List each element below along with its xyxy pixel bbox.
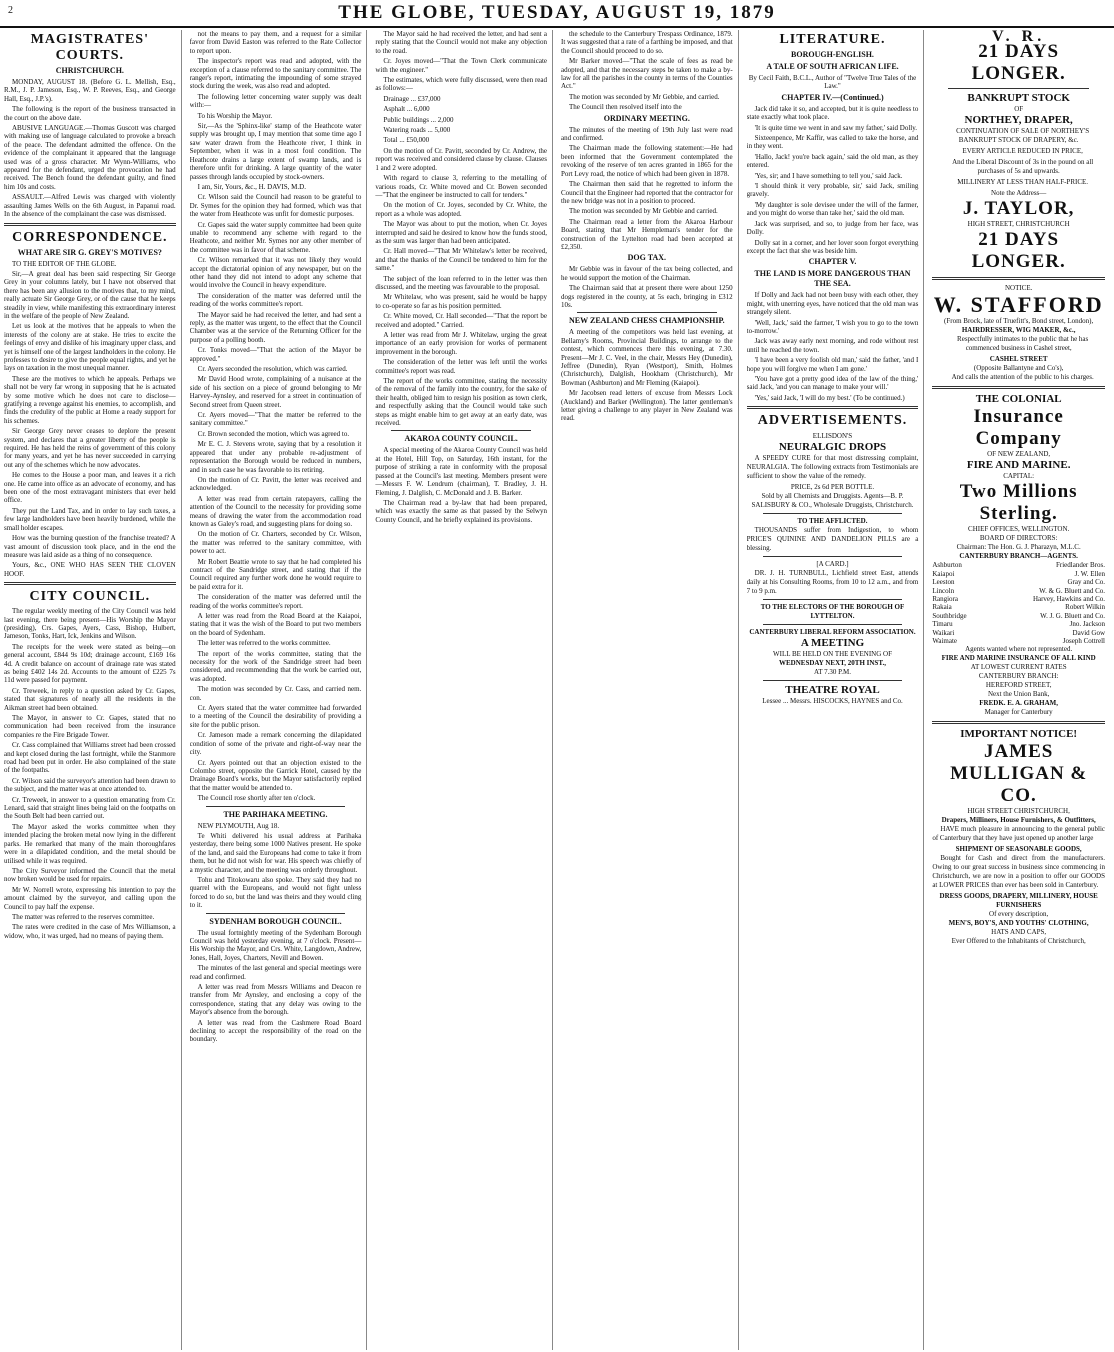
column-3 bbox=[375, 30, 553, 1350]
paragraph: The report of the works committee, stating the necessity of the removal of the family into the country, for the sake of their health, obliged him to resign his position as town clerk, and respectfully asking that the Council would take such steps as might enable him to get away at an early date, was received. bbox=[375, 377, 547, 428]
paragraph: Cr. Brown seconded the motion, which was agreed to. bbox=[197, 429, 350, 438]
agent-town: Kaiapoi bbox=[932, 569, 955, 578]
paragraph: The rates were credited in the case of Mrs Williamson, a widow, who, it was urged, had no means of paying them. bbox=[4, 923, 176, 940]
paragraph: On the motion of Cr. Joyes, seconded by Cr. White, the report as a whole was adopted. bbox=[375, 201, 547, 218]
paragraph: The City Surveyor informed the Council that the metal now broken would be used for repairs. bbox=[4, 866, 176, 884]
ad-text: And calls the attention of the public to his charges. bbox=[951, 373, 1094, 382]
paragraph: Sixteenpence, Mr Kaffir, was called to take the horse, and in they went. bbox=[746, 134, 919, 151]
agent-town: Ashburton bbox=[932, 561, 962, 570]
divider bbox=[763, 513, 903, 514]
ad-line: HATS AND CAPS, bbox=[991, 928, 1047, 937]
ad-line: Chairman: The Hon. G. J. Pharazyn, M.L.C. bbox=[956, 543, 1081, 552]
paragraph: Jack was away early next morning, and rode without rest until he reached the town. bbox=[746, 337, 919, 354]
chapter-subhead: THE LAND IS MORE DANGEROUS THAN THE SEA. bbox=[754, 269, 911, 289]
paragraph: The motion was seconded by Cr. Cass, and carried nem. con. bbox=[189, 685, 362, 702]
newspaper-title: THE GLOBE, TUESDAY, AUGUST 19, 1879 bbox=[338, 2, 776, 23]
paragraph: Jack was surprised, and so, to judge from her face, was Dolly. bbox=[746, 219, 919, 237]
paragraph: The Mayor said he had received the letter, and had sent a reply stating that the Council would not make any objection to the road. bbox=[375, 30, 547, 55]
advertisement-neuralgic bbox=[747, 432, 919, 510]
section-heading: CORRESPONDENCE. bbox=[12, 229, 168, 245]
ad-trade: HAIRDRESSER, WIG MAKER, &c., bbox=[961, 326, 1076, 335]
article-body bbox=[4, 607, 176, 940]
paragraph: TO THE EDITOR OF THE GLOBE. bbox=[12, 259, 117, 268]
paragraph: Let us look at the motives that he appeals to when the interests of the colony are at stake. He tries to excite the feelings of envy and dislike of his imaginary upper class, and yet is himself one of the largest landholders in the colony. He professes to desire to give the people equal rights, and yet he lays on taxation in the most unequal manner. bbox=[4, 322, 176, 373]
paragraph: 'It is quite time we went in and saw my father,' said Dolly. bbox=[754, 123, 918, 132]
ad-title: A MEETING bbox=[800, 637, 865, 650]
section-subhead: CHRISTCHURCH. bbox=[55, 66, 124, 75]
story-title: BOROUGH-ENGLISH. bbox=[791, 50, 874, 59]
paragraph: Cr. Wilson remarked that it was not likely they would accept the dictatorial opinion of any newspaper, but on the other hand they did not intend to adopt any scheme that would involve the Council in heavy expenditure. bbox=[189, 256, 362, 290]
page-mark: 2 bbox=[8, 5, 13, 16]
paragraph: The Mayor asked the works committee when they intended placing the broken metal now lying in the different parks. He remarked that many of the main thoroughfares were in a dilapidated condition, and the metal should be utilised while it was required. bbox=[4, 822, 176, 865]
section-subhead: WHAT ARE SIR G. GREY'S MOTIVES? bbox=[17, 247, 162, 257]
paragraph: The motion was seconded by Mr Gebbie and carried. bbox=[569, 207, 718, 216]
ad-text: Respectfully intimates to the public that he has commenced business in Cashel street, bbox=[957, 335, 1089, 353]
ad-text: Bought for Cash and direct from the manufacturers. Owing to our great success in business since commencing in Christchurch, we are now in a position to offer our GOODS at LOWER PRICES than ever has been sold in Canterbury. bbox=[932, 854, 1105, 890]
section-subhead: AKAROA COUNTY COUNCIL. bbox=[404, 434, 518, 444]
divider bbox=[206, 913, 346, 914]
ad-line: Two Millions Sterling. bbox=[959, 481, 1078, 525]
paragraph: 'I have been a very foolish old man,' said the father, 'and I hope you will forgive me when I am gone.' bbox=[746, 356, 919, 373]
section-subhead: NEW ZEALAND CHESS CHAMPIONSHIP. bbox=[569, 316, 725, 326]
article-body bbox=[561, 30, 733, 112]
ad-address: HIGH STREET, CHRISTCHURCH bbox=[967, 220, 1070, 229]
paragraph: Cr. Gapes said the water supply committee had been quite unable to recommend any scheme with regard to the Heathcote, and neither Mr. Symes nor any other member of the committee was in favor of that scheme. bbox=[189, 220, 362, 254]
agent-town: Waimate bbox=[932, 637, 958, 646]
ad-line: CANTERBURY BRANCH—AGENTS. bbox=[959, 552, 1078, 561]
ad-price: PRICE, 2s 6d PER BOTTLE. bbox=[790, 483, 875, 492]
article-body bbox=[375, 30, 547, 427]
ad-time: AT 7.30 P.M. bbox=[813, 668, 851, 677]
paragraph: 'Yes, sir; and I have something to tell you,' said Jack. bbox=[754, 171, 903, 180]
paragraph: Cr. Ayers seconded the resolution, which was carried. bbox=[197, 365, 348, 374]
article-body bbox=[190, 30, 362, 803]
divider bbox=[763, 556, 903, 557]
paragraph: A meeting of the competitors was held last evening, at Bellamy's Rooms, Provincial Buildings, to arrange to the contest, which commences there this evening, at 7.30. Present—Mr J. C. Veel, in the chair, Messrs Hey (Dunedin), Jeffree (Dunedin), Ryan (Westport), Smith, Holmes (Christchurch), Dalglish, Hookham (Christchurch), Mr Bowman (Ashburton) and Mr Fleming (Kaiapoi). bbox=[561, 328, 733, 387]
paragraph: The consideration of the matter was deferred until the reading of the works committee's report. bbox=[189, 593, 362, 610]
paragraph: the schedule to the Canterbury Trespass Ordinance, 1879. It was suggested that a rate of a farthing be imposed, and that the Council should proceed to do so. bbox=[561, 30, 733, 55]
paragraph: The minutes of the last general and special meetings were read and confirmed. bbox=[189, 964, 362, 981]
ad-line: FREDK. E. A. GRAHAM, bbox=[979, 699, 1059, 708]
advertisement-afflicted bbox=[747, 517, 919, 553]
agent-name: J. W. Ellen bbox=[1074, 569, 1105, 578]
ad-name: J. TAYLOR, bbox=[962, 198, 1075, 220]
agent-row bbox=[932, 603, 1105, 611]
paragraph: The Chairman said that at present there were about 1250 dogs registered in the county, at 5s each, bringing in £312 10s. bbox=[561, 284, 733, 309]
ad-text: EVERY ARTICLE REDUCED IN PRICE, bbox=[962, 147, 1083, 156]
ad-trade: Drapers, Milliners, House Furnishers, & Outfitters, bbox=[941, 816, 1096, 825]
paragraph: He comes to the House a poor man, and leaves it a rich one. He came into office as an advocate of economy, and has been one of the most extravagant ministers that ever held office. bbox=[4, 471, 176, 505]
paragraph: The Mayor was about to put the motion, when Cr. Joyes interrupted and said he desired to know how the funds stood, as the sum was larger than had been anticipated. bbox=[375, 220, 547, 245]
article-body bbox=[561, 265, 733, 309]
ad-heading: NOTICE. bbox=[1004, 284, 1033, 293]
agent-name: Robert Wilkin bbox=[1065, 603, 1105, 612]
ad-text: WILL BE HELD ON THE EVENING OF bbox=[773, 650, 892, 659]
ad-address: CASHEL STREET bbox=[989, 355, 1048, 364]
byline: By Cecil Faith, B.C.L., Author of "Twelve True Tales of the Law." bbox=[748, 74, 917, 91]
paragraph: 'My daughter is sole devisee under the will of the farmer, and you might do worse than take her,' said the old man. bbox=[746, 200, 919, 218]
section-heading: ADVERTISEMENTS. bbox=[757, 413, 908, 429]
advertisement-colonial-insurance bbox=[932, 393, 1105, 717]
paragraph: Tohu and Titokowaru also spoke. They said they had no quarrel with the Europeans, and would not fight unless forced to do so, but the land was theirs and they would cling to it. bbox=[189, 875, 362, 910]
paragraph: Cr. Hall moved—"That Mr Whitelaw's letter be received, and that the thanks of the Council be tendered to him for the same." bbox=[375, 247, 547, 273]
paragraph: The Council then resolved itself into the bbox=[569, 103, 682, 112]
paragraph: Sir,—As the 'Sphinx-like' stamp of the Heathcote water supply was brought up, I may mention that some time ago I saw water drawn from the Heathcote river, I think in September, when it was in a most foul condition. The Heathcote drains a large extent of swamp lands, and is therefore unfit for drinking. A large quantity of the water passes through lands occupied by stock-owners. bbox=[189, 122, 362, 181]
ad-heading: [A CARD.] bbox=[816, 560, 849, 569]
paragraph: Public buildings ... 2,000 bbox=[383, 115, 454, 124]
paragraph: The minutes of the meeting of 19th July last were read and confirmed. bbox=[561, 125, 733, 143]
ad-title: 21 DAYS LONGER. bbox=[971, 41, 1066, 85]
paragraph: Sir,—A great deal has been said respecting Sir George Grey in your columns lately, but I have not observed that there has been any allusion to the motives that, to my mind, really actuate Sir George Grey, or of the cause that he keeps steadily in view, while manifesting this extraordinary interest in the welfare of the people of New Zealand. bbox=[4, 269, 176, 320]
paragraph: Mr W. Norrell wrote, expressing his intention to pay the amount claimed by the surveyor, and calling upon the Council to pay half the expense. bbox=[4, 885, 176, 911]
ad-name: W. STAFFORD bbox=[933, 292, 1104, 318]
article-body bbox=[4, 78, 176, 219]
agent-row bbox=[932, 637, 1105, 645]
ad-text: MILLINERY AT LESS THAN HALF-PRICE. bbox=[957, 178, 1089, 187]
paragraph: 'Well, Jack,' said the farmer, 'I wish you to go to the town to-morrow.' bbox=[746, 318, 919, 335]
agent-town: Timaru bbox=[932, 620, 953, 629]
paragraph: A letter was read from Messrs Williams and Deacon re transfer from Mr Aynsley, and enclosing a copy of the correspondence, stating that any delay was owing to the Mayor's absence from the borough. bbox=[189, 983, 362, 1017]
section-heading: CITY COUNCIL. bbox=[29, 589, 151, 605]
divider bbox=[4, 582, 176, 585]
agent-name: Harvey, Hawkins and Co. bbox=[1032, 595, 1105, 604]
paragraph: Cr. Treweek, in reply to a question asked by Cr. Gapes, stated that signatures of nearly all the residents in the Aikman street had been obtained. bbox=[4, 686, 176, 712]
ad-text: (From Brock, late of Truefitt's, Bond street, London), bbox=[944, 317, 1094, 326]
paragraph: The inspector's report was read and adopted, with the exception of a clause referred to the sanitary committee. The ranger's report, intimating the impounding of some strayed stock during the week, was also read and adopted. bbox=[189, 57, 362, 91]
paragraph: The Mayor, in answer to Cr. Gapes, stated that no communication had been received from the insurance companies re the Fire Brigade Tower. bbox=[4, 714, 176, 739]
article-body bbox=[747, 291, 919, 402]
column-4 bbox=[561, 30, 739, 1350]
article-body bbox=[190, 822, 362, 910]
paragraph: not the means to pay them, and a request for a similar favor from David Easton was referred to the Rate Collector to report upon. bbox=[189, 30, 362, 55]
paragraph: Cr. Joyes moved—"That the Town Clerk communicate with the engineer." bbox=[375, 57, 547, 74]
paragraph: With regard to clause 3, referring to the metalling of various roads, Cr. White moved and Cr. Bowen seconded—"That the engineer be instructed to call for tenders." bbox=[375, 174, 547, 199]
ad-line: FIRE AND MARINE. bbox=[966, 459, 1071, 472]
paragraph: On the motion of Cr. Pavitt, the letter was received and acknowledged. bbox=[189, 475, 362, 493]
ad-text: Lessee ... Messrs. HISCOCKS, HAYNES and Co. bbox=[762, 697, 903, 706]
ad-line: SHIPMENT OF SEASONABLE GOODS, bbox=[955, 845, 1082, 854]
section-heading: MAGISTRATES' COURTS. bbox=[30, 32, 149, 63]
paragraph: To his Worship the Mayor. bbox=[197, 111, 273, 120]
article-body bbox=[561, 328, 733, 422]
divider bbox=[763, 599, 903, 600]
advertisement-electors bbox=[747, 603, 919, 621]
ad-royal-mark: V. R. bbox=[992, 30, 1046, 45]
ad-line: Agents wanted where not represented. bbox=[965, 645, 1073, 654]
paragraph: Total ... £50,000 bbox=[383, 136, 430, 145]
paragraph: 'You have got a pretty good idea of the law of the thing,' said Jack, 'and you can manage to make your will.' bbox=[746, 374, 919, 392]
paragraph: The regular weekly meeting of the City Council was held last evening, there being present—His Worship the Mayor (presiding), Crs. Gapes, Ayers, Cass, Bishop, Hulbert, Jameson, Tonks, Hart, Ick, Jenkins and Wilson. bbox=[4, 607, 176, 641]
column-6 bbox=[932, 30, 1110, 1350]
paragraph: NEW PLYMOUTH, Aug 18. bbox=[197, 821, 280, 830]
divider bbox=[4, 223, 176, 226]
paragraph: Mr Robert Beattie wrote to say that he had completed his contract of the Sandridge street, and stating that if the Council required any further work done he would require to be paid extra for it. bbox=[189, 557, 362, 591]
divider bbox=[763, 680, 903, 681]
paragraph: I am, Sir, Yours, &c., H. DAVIS, M.D. bbox=[197, 182, 306, 191]
advertisement-theatre bbox=[747, 684, 919, 706]
ad-line: NORTHEY, DRAPER, bbox=[964, 114, 1073, 127]
advertisement-bankrupt-stock bbox=[932, 30, 1105, 273]
paragraph: If Dolly and Jack had not been busy with each other, they might, with unerring eyes, have noticed that the old man was strangely silent. bbox=[746, 291, 919, 317]
ad-heading: CANTERBURY LIBERAL REFORM ASSOCIATION. bbox=[749, 628, 916, 637]
paragraph: Cr. Treweek, in answer to a question emanating from Cr. Lenard, said that straight lines being laid on the footpaths on the South Belt had been carried out. bbox=[4, 795, 176, 821]
paragraph: ABUSIVE LANGUAGE.—Thomas Guscott was charged with making use of language calculated to provoke a breach of the peace. The defendant admitted the offence. On the evidence of the complainant it appeared that the language used was of a gross character. Mr Wynn-Williams, who appeared for the defendant, urged the provocation he had received. The Bench found the defendant guilty, and fined him 10s and costs. bbox=[4, 124, 176, 191]
paragraph: Cr. Wilson said the surveyor's attention had been drawn to the subject, and the matter was at once attended to. bbox=[4, 776, 176, 794]
agent-row bbox=[932, 595, 1105, 603]
ad-line: BANKRUPT STOCK bbox=[967, 92, 1070, 105]
agent-name: Gray and Co. bbox=[1067, 578, 1105, 587]
agent-row bbox=[932, 587, 1105, 595]
paragraph: Mr Jacobsen read letters of excuse from Messrs Lock (Auckland) and Barker (Wellington). The latter gentleman's letter giving a challenge to any player in New Zealand was read. bbox=[561, 389, 733, 423]
ad-line: AT LOWEST CURRENT RATES bbox=[970, 663, 1067, 672]
paragraph: 'I should think it very probable, sir,' said Jack, smiling gravely. bbox=[746, 182, 919, 199]
paragraph: Jack did take it so, and accepted, but it is quite needless to state exactly what took place. bbox=[746, 104, 919, 122]
paragraph: The letter was referred to the works committee. bbox=[197, 639, 331, 648]
agent-name: Jno. Jackson bbox=[1069, 620, 1105, 629]
paragraph: Cr. Tonks moved—"That the action of the Mayor be approved." bbox=[189, 346, 362, 363]
agent-row bbox=[932, 629, 1105, 637]
ad-name: JAMES MULLIGAN & CO. bbox=[950, 741, 1088, 807]
paragraph: Drainage ... £37,000 bbox=[383, 94, 441, 103]
paragraph: The matter was referred to the reserves committee. bbox=[12, 912, 155, 921]
paragraph: The consideration of the letter was left until the works committee's report was read. bbox=[375, 358, 547, 375]
divider bbox=[763, 624, 903, 625]
paragraph: The Chairman then said that he regretted to inform the Council that the Engineer had reported that the contractor for the new bridge was not in a position to proceed. bbox=[561, 180, 733, 205]
paragraph: Mr E. C. J. Stevens wrote, saying that by a resolution it appeared that under any probable re-adjustment of representation the Borough would be reduced in numbers, and in such case he was favorable to its retiring. bbox=[189, 440, 362, 474]
column-2 bbox=[190, 30, 368, 1350]
advertisement-mulligan bbox=[932, 728, 1105, 946]
paragraph: They put the Land Tax, and in order to lay such taxes, a few large landholders have been heavily burdened, while the small holder escapes. bbox=[4, 506, 176, 532]
paragraph: ASSAULT.—Alfred Lewis was charged with violently assaulting James Wells on the 6th August, in Papanui road. In the absence of the complainant the case was dismissed. bbox=[4, 193, 176, 219]
ad-title: THE COLONIAL bbox=[975, 393, 1062, 406]
ad-title: NEURALGIC DROPS bbox=[778, 441, 887, 454]
article-body bbox=[375, 446, 547, 524]
ad-line: CAPITAL: bbox=[1003, 472, 1035, 481]
ad-text: And the Liberal Discount of 3s in the pound on all purchases of 5s and upwards. bbox=[952, 158, 1094, 176]
paragraph: The Council rose shortly after ten o'clock. bbox=[197, 794, 316, 803]
paragraph: Mr Whitelaw, who was present, said he would be happy to co-operate so far as his position permitted. bbox=[375, 293, 547, 310]
paragraph: The following letter concerning water supply was dealt with:— bbox=[189, 92, 362, 110]
ad-heading: TO THE AFFLICTED. bbox=[797, 517, 868, 526]
ad-date: WEDNESDAY NEXT, 20TH INST., bbox=[779, 659, 886, 668]
article-body bbox=[4, 260, 176, 579]
divider bbox=[391, 430, 531, 431]
section-heading: LITERATURE. bbox=[779, 32, 886, 47]
paragraph: Dolly sat in a corner, and her lover soon forgot everything except the fact that she was beside him. bbox=[746, 238, 919, 255]
agent-town: Leeston bbox=[932, 578, 955, 587]
paragraph: A letter was read from the Cashmere Road Board declining to accept the responsibility of the road on the boundary. bbox=[189, 1018, 362, 1044]
paragraph: On the motion of Cr. Pavitt, seconded by Cr. Andrew, the report was received and considered clause by clause. Clauses 1 and 2 were adopted. bbox=[375, 146, 547, 172]
section-subhead: SYDENHAM BOROUGH COUNCIL. bbox=[209, 916, 342, 926]
chapter-heading: CHAPTER V. bbox=[808, 257, 857, 267]
paragraph: Cr. Ayers moved—"That the matter be referred to the sanitary committee." bbox=[189, 411, 362, 428]
ad-agent: Sold by all Chemists and Druggists. Agents—B. P. SALISBURY & CO., Wholesale Druggists, Christchurch. bbox=[751, 492, 914, 510]
paragraph: MONDAY, AUGUST 18. (Before G. L. Mellish, Esq., R.M., J. P. Jameson, Esq., W. P. Reeves, Esq., and George Hall, Esq., J.P.'s). bbox=[4, 78, 176, 103]
paragraph: Cr. Ayers pointed out that an objection existed to the Colombo street, opposite the Garrick Hotel, caused by the Drainage Board's works, but the Mayor satisfactorily replied that the matter would be attended to. bbox=[189, 758, 362, 792]
article-body bbox=[747, 105, 919, 256]
section-subhead: THE PARIHAKA MEETING. bbox=[223, 809, 328, 819]
agent-name: Joseph Cottrell bbox=[1062, 637, 1105, 646]
paragraph: The report of the works committee, stating that the necessity for the work of the Sandridge street had been considered, and recommending that the work be carried out, was adopted. bbox=[189, 649, 362, 683]
ad-line: Manager for Canterbury bbox=[984, 708, 1053, 717]
divider bbox=[577, 312, 717, 313]
chapter-heading: CHAPTER IV.—(Continued.) bbox=[781, 92, 884, 102]
section-subhead: DOG TAX. bbox=[627, 253, 667, 263]
ad-address: (Opposite Ballantyne and Co's), bbox=[973, 364, 1064, 373]
ad-note: Note the Address— bbox=[991, 189, 1047, 198]
ad-title: Insurance Company bbox=[973, 406, 1064, 450]
ad-title: THEATRE ROYAL bbox=[785, 684, 880, 697]
paragraph: Yours, &c., ONE WHO HAS SEEN THE CLOVEN HOOF. bbox=[4, 561, 176, 578]
agent-town: Southbridge bbox=[932, 611, 967, 620]
agent-name: Friedlander Bros. bbox=[1056, 561, 1105, 570]
paragraph: The Chairman read a by-law that had been prepared, which was exactly the same as that passed by the Selwyn County Council, and he briefly explained its provisions. bbox=[375, 498, 547, 524]
paragraph: On the motion of Cr. Charters, seconded by Cr. Wilson, the matter was referred to the sanitary committee, with power to act. bbox=[189, 530, 362, 556]
ad-line: Next the Union Bank, bbox=[987, 690, 1050, 699]
paragraph: Sir George Grey never ceases to deplore the present system, and declares that a greater liberty of the people is required. He has held the reins of government of this colony for many years, and yet he has never succeeded in carrying out any of the schemes which he now advocates. bbox=[4, 427, 176, 469]
ad-address: HIGH STREET CHRISTCHURCH, bbox=[967, 807, 1070, 816]
paragraph: A special meeting of the Akaroa County Council was held at the Hotel, Hill Top, on Saturday, 16th instant, for the purpose of striking a rate in conformity with the proposal passed at the Council's last meeting. Members present were—Messrs F. W. Lendrum (chairman), T. Bradley, J. H. Fleming, J. Dalglish, C. McDonald and J. B. Barker. bbox=[375, 446, 547, 497]
agent-name: W. J. G. Bluett and Co. bbox=[1040, 611, 1105, 620]
advertisement-reform bbox=[747, 628, 919, 677]
paragraph: A letter was read from Mr J. Whitelaw, urging the great importance of an early provision for works of permanent improvement in the borough. bbox=[375, 331, 547, 356]
agent-town: Waikari bbox=[932, 628, 955, 637]
paragraph: Te Whiti delivered his usual address at Parihaka yesterday, there being some 1000 Natives present. He spoke of the land, and said the Europeans had come to take it from them, but he did not wish for war. His speech was chiefly of a mystic character, and the meeting was orderly throughout. bbox=[189, 831, 362, 874]
paragraph: A letter was read from the Road Board at the Kaiapoi, stating that it was the wish of the Board to put two members on the board of Sydenham. bbox=[189, 612, 362, 637]
section-subhead: ORDINARY MEETING. bbox=[603, 113, 690, 123]
column-5 bbox=[747, 30, 925, 1350]
agent-town: Rangiora bbox=[932, 595, 958, 604]
ad-line: BOARD OF DIRECTORS: bbox=[979, 534, 1058, 543]
paragraph: The Chairman read a letter from the Akaroa Harbour Board, stating that Mr Hempleman's tender for the construction of the Lyttelton road had been accepted at £2,350. bbox=[561, 217, 733, 251]
agent-row bbox=[932, 561, 1105, 569]
paragraph: The Mayor said he had received the letter, and had sent a reply, as the matter was urgent, to the effect that the Council Chamber was at the service of the Returning Officer for the purpose of a polling booth. bbox=[189, 310, 362, 344]
paragraph: The usual fortnightly meeting of the Sydenham Borough Council was held yesterday evening, at 7 o'clock. Present—His Worship the Mayor, and Crs. White, Langdown, Andrew, Jones, Hall, Joyes, Charters, Nevill and Bowen. bbox=[189, 928, 362, 962]
paragraph: The receipts for the week were stated as being—on general account, £844 9s 10d; drainage account, £169 16s 4d. A credit balance on account of drainage rate was stated as being £402 14s 2d. Accounts to the amount of £225 7s 11d were passed for payment. bbox=[4, 642, 176, 685]
divider bbox=[932, 277, 1105, 280]
agent-name: David Gow bbox=[1072, 628, 1105, 637]
paragraph: Cr. Ayers stated that the water committee had forwarded to a meeting of the Council the desirability of providing a site for the public prison. bbox=[189, 704, 362, 729]
article-body bbox=[190, 929, 362, 1044]
agent-town: Lincoln bbox=[932, 586, 955, 595]
paragraph: The motion was seconded by Mr Gebbie, and carried. bbox=[569, 92, 720, 101]
ad-text: CONTINUATION OF SALE OF NORTHEY'S BANKRUPT STOCK OF DRAPERY, &c. bbox=[956, 127, 1090, 145]
paragraph: Cr. White moved, Cr. Hall seconded—"That the report be received and adopted." Carried. bbox=[375, 312, 547, 329]
ad-brand: ELLISDON'S bbox=[812, 432, 853, 441]
paragraph: Mr David Hood wrote, complaining of a nuisance at the side of his section on a piece of ground belonging to Mr Harvey-Aynsley, and reserved for a street in continuation of Second street from Queen street. bbox=[189, 375, 362, 409]
agent-row bbox=[932, 578, 1105, 586]
paragraph: Cr. Wilson said the Council had reason to be grateful to Dr. Symes for the opinion they had formed, which was that the water from Heathcote was unfit for domestic purposes. bbox=[189, 193, 362, 219]
story-subtitle: A TALE OF SOUTH AFRICAN LIFE. bbox=[766, 62, 899, 71]
paragraph: Watering roads ... 5,000 bbox=[383, 126, 451, 135]
ad-line: DRESS GOODS, DRAPERY, MILLINERY, HOUSE FURNISHERS bbox=[939, 892, 1098, 910]
paragraph: The Chairman made the following statement:—He had been informed that the Government contemplated the revoking of the reserve of ten acres granted in 1865 for the Port Levy road, the notice of which had been given in 1878. bbox=[561, 144, 733, 178]
masthead bbox=[0, 0, 1114, 28]
agent-row bbox=[932, 620, 1105, 628]
agent-row bbox=[932, 570, 1105, 578]
ad-line: OF NEW ZEALAND, bbox=[987, 450, 1051, 459]
ad-line: CHIEF OFFICES, WELLINGTON. bbox=[968, 525, 1070, 534]
paragraph: The following is the report of the business transacted in the court on the above date. bbox=[4, 105, 176, 122]
paragraph: How was the burning question of the franchise treated? A vast amount of discussion took place, and in the end the measure was laid aside as a thing of no consequence. bbox=[4, 534, 176, 559]
divider bbox=[747, 406, 919, 409]
ad-text: HAVE much pleasure in announcing to the general public of Canterbury that they have just opened up another large bbox=[932, 825, 1105, 843]
paragraph: Asphalt ... 6,000 bbox=[383, 105, 430, 114]
ad-heading: IMPORTANT NOTICE! bbox=[960, 728, 1078, 741]
agent-name: W. & G. Bluett and Co. bbox=[1039, 586, 1105, 595]
ad-text: A SPEEDY CURE for that most distressing complaint, NEURALGIA. The following extracts from Testimonials are sufficient to show the value of the remedy. bbox=[746, 454, 919, 481]
divider bbox=[932, 386, 1105, 389]
advertisement-card bbox=[747, 560, 919, 596]
paragraph: Mr Gebbie was in favour of the tax being collected, and he would support the motion of the Chairman. bbox=[561, 265, 733, 282]
ad-line: FIRE AND MARINE INSURANCE OF ALL KIND bbox=[941, 654, 1096, 663]
ad-text: THOUSANDS suffer from Indigestion, to whom PRICE'S QUININE AND DANDELION PILLS are a blessing. bbox=[746, 526, 919, 553]
paragraph: The subject of the loan referred to in the letter was then discussed, and the meeting was favourable to the proposal. bbox=[375, 274, 547, 291]
ad-text: DR. J. H. TURNBULL, Lichfield street East, attends daily at his Consulting Rooms, from 10 to 12 a.m., and from 7 to 9 p.m. bbox=[746, 569, 919, 596]
agent-town: Rakaia bbox=[932, 603, 952, 612]
paragraph: Cr. Cass complained that Williams street had been crossed and kept closed during the last fortnight, while the Stanmore road had been put in order. He also complained of the state of the footpaths. bbox=[4, 741, 176, 775]
ad-line: HEREFORD STREET, bbox=[985, 681, 1052, 690]
paragraph: 'Hallo, Jack! you're back again,' said the old man, as they entered. bbox=[746, 152, 919, 170]
paragraph: 'Yes,' said Jack, 'I will do my best.' (To be continued.) bbox=[754, 393, 905, 402]
divider bbox=[932, 721, 1105, 724]
paragraph: The consideration of the matter was deferred until the reading of the works committee's report. bbox=[189, 291, 362, 309]
ad-heading: TO THE ELECTORS OF THE BOROUGH OF LYTTELTON. bbox=[760, 603, 905, 621]
column-1 bbox=[4, 30, 182, 1350]
ad-line: OF bbox=[1014, 105, 1024, 114]
paragraph: Mr Barker moved—"That the scale of fees as read be adopted, and that the necessary steps be taken to make a by-law for all the parishes in the county in terms of the Counties Act." bbox=[561, 57, 733, 91]
paragraph: These are the motives to which he appeals. Perhaps we shall not be very far wrong in supposing that he is actuated by some motive which he does not care to disclose—gratifying a revenge against his enemies, to accomplish, and finds the credulity of the public at Home a ready support for his schemes. bbox=[4, 374, 176, 425]
columns bbox=[4, 30, 1110, 1350]
paragraph: A letter was read from certain ratepayers, calling the attention of the Council to the necessity for providing some means of drawing the water from the accommodation road known as Galey's road, and suggesting plans for doing so. bbox=[189, 494, 362, 528]
agent-row bbox=[932, 612, 1105, 620]
advertisement-stafford bbox=[932, 284, 1105, 382]
agents-list bbox=[932, 561, 1105, 645]
divider bbox=[206, 806, 346, 807]
ad-line: MEN'S, BOY'S, AND YOUTHS' CLOTHING, bbox=[948, 919, 1089, 928]
article-body bbox=[561, 126, 733, 252]
ad-title: 21 DAYS LONGER. bbox=[971, 229, 1066, 273]
divider bbox=[948, 88, 1089, 89]
ad-line: Of every description, bbox=[989, 910, 1049, 919]
paragraph: The estimates, which were fully discussed, were then read as follows:— bbox=[375, 76, 547, 93]
ad-line: Ever Offered to the Inhabitants of Christchurch, bbox=[951, 937, 1086, 946]
paragraph: Cr. Jameson made a remark concerning the dilapidated condition of some of the private and right-of-way near the city. bbox=[189, 731, 362, 757]
ad-line: CANTERBURY BRANCH: bbox=[978, 672, 1059, 681]
